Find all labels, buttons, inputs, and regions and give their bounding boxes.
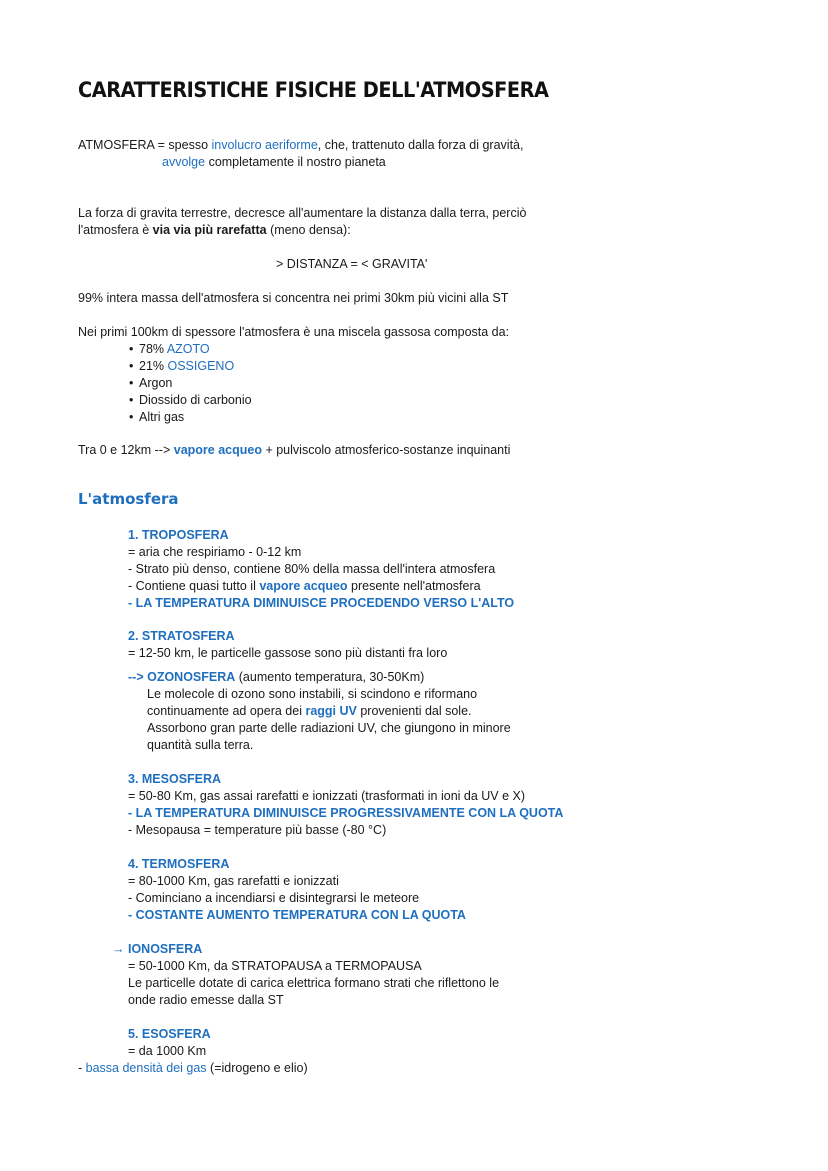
troposfera-line: - LA TEMPERATURA DIMINUISCE PROCEDENDO VERSO L'ALTO xyxy=(128,596,515,610)
troposfera-heading: 1. TROPOSFERA xyxy=(128,528,229,542)
list-item: • Diossido di carbonio xyxy=(129,393,252,407)
termosfera-heading: 4. TERMOSFERA xyxy=(128,857,230,871)
section-subtitle: L'atmosfera xyxy=(78,490,179,508)
ionosfera-line: = 50-1000 Km, da STRATOPAUSA a TERMOPAUSA xyxy=(128,959,422,973)
ozonosfera-line: --> OZONOSFERA (aumento temperatura, 30-50Km) xyxy=(128,670,425,684)
ozonosfera-text: Le molecole di ozono sono instabili, si scindono e riformano xyxy=(147,687,478,701)
ionosfera-line: Le particelle dotate di carica elettrica formano strati che riflettono le xyxy=(128,976,500,990)
list-item: • Altri gas xyxy=(129,410,185,424)
vapor-line: Tra 0 e 12km --> vapore acqueo + pulviscolo atmosferico-sostanze inquinanti xyxy=(78,443,511,457)
gravity-formula: > DISTANZA = < GRAVITA' xyxy=(276,257,428,271)
troposfera-line: - Contiene quasi tutto il vapore acqueo presente nell'atmosfera xyxy=(128,579,481,593)
termosfera-line: - Cominciano a incendiarsi e disintegrarsi le meteore xyxy=(128,891,420,905)
esosfera-line: - bassa densità dei gas (=idrogeno e elio) xyxy=(78,1061,308,1075)
esosfera-line: = da 1000 Km xyxy=(128,1044,207,1058)
list-item: • 21% OSSIGENO xyxy=(129,359,235,373)
stratosfera-line: = 12-50 km, le particelle gassose sono più distanti fra loro xyxy=(128,646,448,660)
mesosfera-line: - Mesopausa = temperature più basse (-80 °C) xyxy=(128,823,387,837)
troposfera-line: - Strato più denso, contiene 80% della massa dell'intera atmosfera xyxy=(128,562,496,576)
mass-line: 99% intera massa dell'atmosfera si concentra nei primi 30km più vicini alla ST xyxy=(78,291,509,305)
page-title: CARATTERISTICHE FISICHE DELL'ATMOSFERA xyxy=(78,78,549,102)
esosfera-heading: 5. ESOSFERA xyxy=(128,1027,211,1041)
gravity-line-1: La forza di gravita terrestre, decresce all'aumentare la distanza dalla terra, perciò xyxy=(78,206,527,220)
definition-line-2: avvolge completamente il nostro pianeta xyxy=(162,155,386,169)
definition-line-1: ATMOSFERA = spesso involucro aeriforme, che, trattenuto dalla forza di gravità, xyxy=(78,138,524,152)
stratosfera-heading: 2. STRATOSFERA xyxy=(128,629,235,643)
ozonosfera-text: continuamente ad opera dei raggi UV provenienti dal sole. xyxy=(147,704,472,718)
ionosfera-heading: → IONOSFERA xyxy=(112,942,203,956)
mesosfera-line: = 50-80 Km, gas assai rarefatti e ionizzati (trasformati in ioni da UV e X) xyxy=(128,789,526,803)
termosfera-line: = 80-1000 Km, gas rarefatti e ionizzati xyxy=(128,874,339,888)
mesosfera-heading: 3. MESOSFERA xyxy=(128,772,222,786)
mesosfera-line: - LA TEMPERATURA DIMINUISCE PROGRESSIVAMENTE CON LA QUOTA xyxy=(128,806,564,820)
ozonosfera-text: quantità sulla terra. xyxy=(147,738,254,752)
gravity-line-2: l'atmosfera è via via più rarefatta (meno densa): xyxy=(78,223,351,237)
termosfera-line: - COSTANTE AUMENTO TEMPERATURA CON LA QUOTA xyxy=(128,908,466,922)
list-item: • 78% AZOTO xyxy=(129,342,210,356)
list-item: • Argon xyxy=(129,376,173,390)
troposfera-line: = aria che respiriamo - 0-12 km xyxy=(128,545,302,559)
ozonosfera-text: Assorbono gran parte delle radiazioni UV, che giungono in minore xyxy=(147,721,511,735)
composition-intro: Nei primi 100km di spessore l'atmosfera è una miscela gassosa composta da: xyxy=(78,325,510,339)
ionosfera-line: onde radio emesse dalla ST xyxy=(128,993,284,1007)
